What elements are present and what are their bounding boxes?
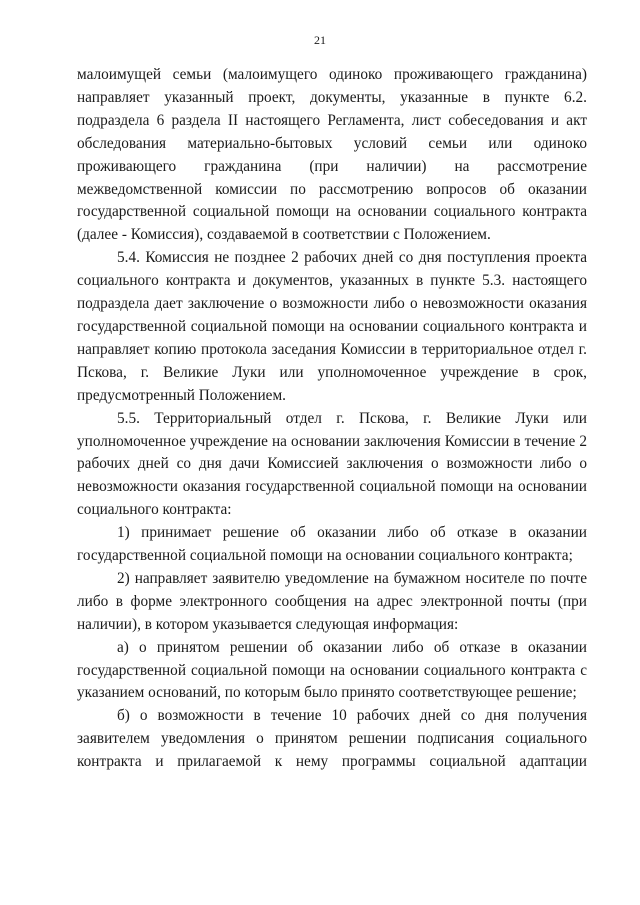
paragraph-5-5: 5.5. Территориальный отдел г. Пскова, г. Великие Луки или уполномоченное учреждение на основании заключения Комиссии в течение 2 рабочих дней со дня дачи Комиссией заключения о возможности либо о невозможности оказания государственной социальной помощи на основании социального контракта: — [77, 409, 587, 519]
sub-item-a: а) о принятом решении об оказании либо об отказе в оказании государственной социальной помощи на основании социального контракта с указанием оснований, по которым было принято соответствующее решение; — [77, 638, 587, 702]
sub-item-b: б) о возможности в течение 10 рабочих дней со дня получения заявителем уведомления о принятом решении подписания социального контракта и прилагаемой к нему программы социальной адаптации — [77, 707, 587, 771]
paragraph-5-4: 5.4. Комиссия не позднее 2 рабочих дней со дня поступления проекта социального контракта и документов, указанных в пункте 5.3. настоящего подраздела дает заключение о возможности либо о невозможности оказания государственной социальной помощи на основании социального контракта и направляет копию протокола заседания Комиссии в территориальное отдел г. Пскова, г. Великие Луки или уполномоченное учреждение в срок, предусмотренный Положением. — [77, 249, 587, 404]
list-item-2: 2) направляет заявителю уведомление на бумажном носителе по почте либо в форме электронного сообщения на адрес электронной почты (при наличии), в котором указывается следующая информация: — [77, 569, 587, 633]
page-number: 21 — [314, 33, 326, 47]
document-body — [77, 64, 587, 774]
paragraph-continuation: малоимущей семьи (малоимущего одиноко проживающего гражданина) направляет указанный проект, документы, указанные в пункте 6.2. подраздела 6 раздела II настоящего Регламента, лист собеседования и акт обследования материально-бытовых условий семьи или одиноко проживающего гражданина (при наличии) на рассмотрение межведомственной комиссии по рассмотрению вопросов об оказании государственной социальной помощи на основании социального контракта (далее - Комиссия), создаваемой в соответствии с Положением. — [77, 66, 587, 244]
list-item-1: 1) принимает решение об оказании либо об отказе в оказании государственной социальной помощи на основании социального контракта; — [77, 524, 587, 565]
